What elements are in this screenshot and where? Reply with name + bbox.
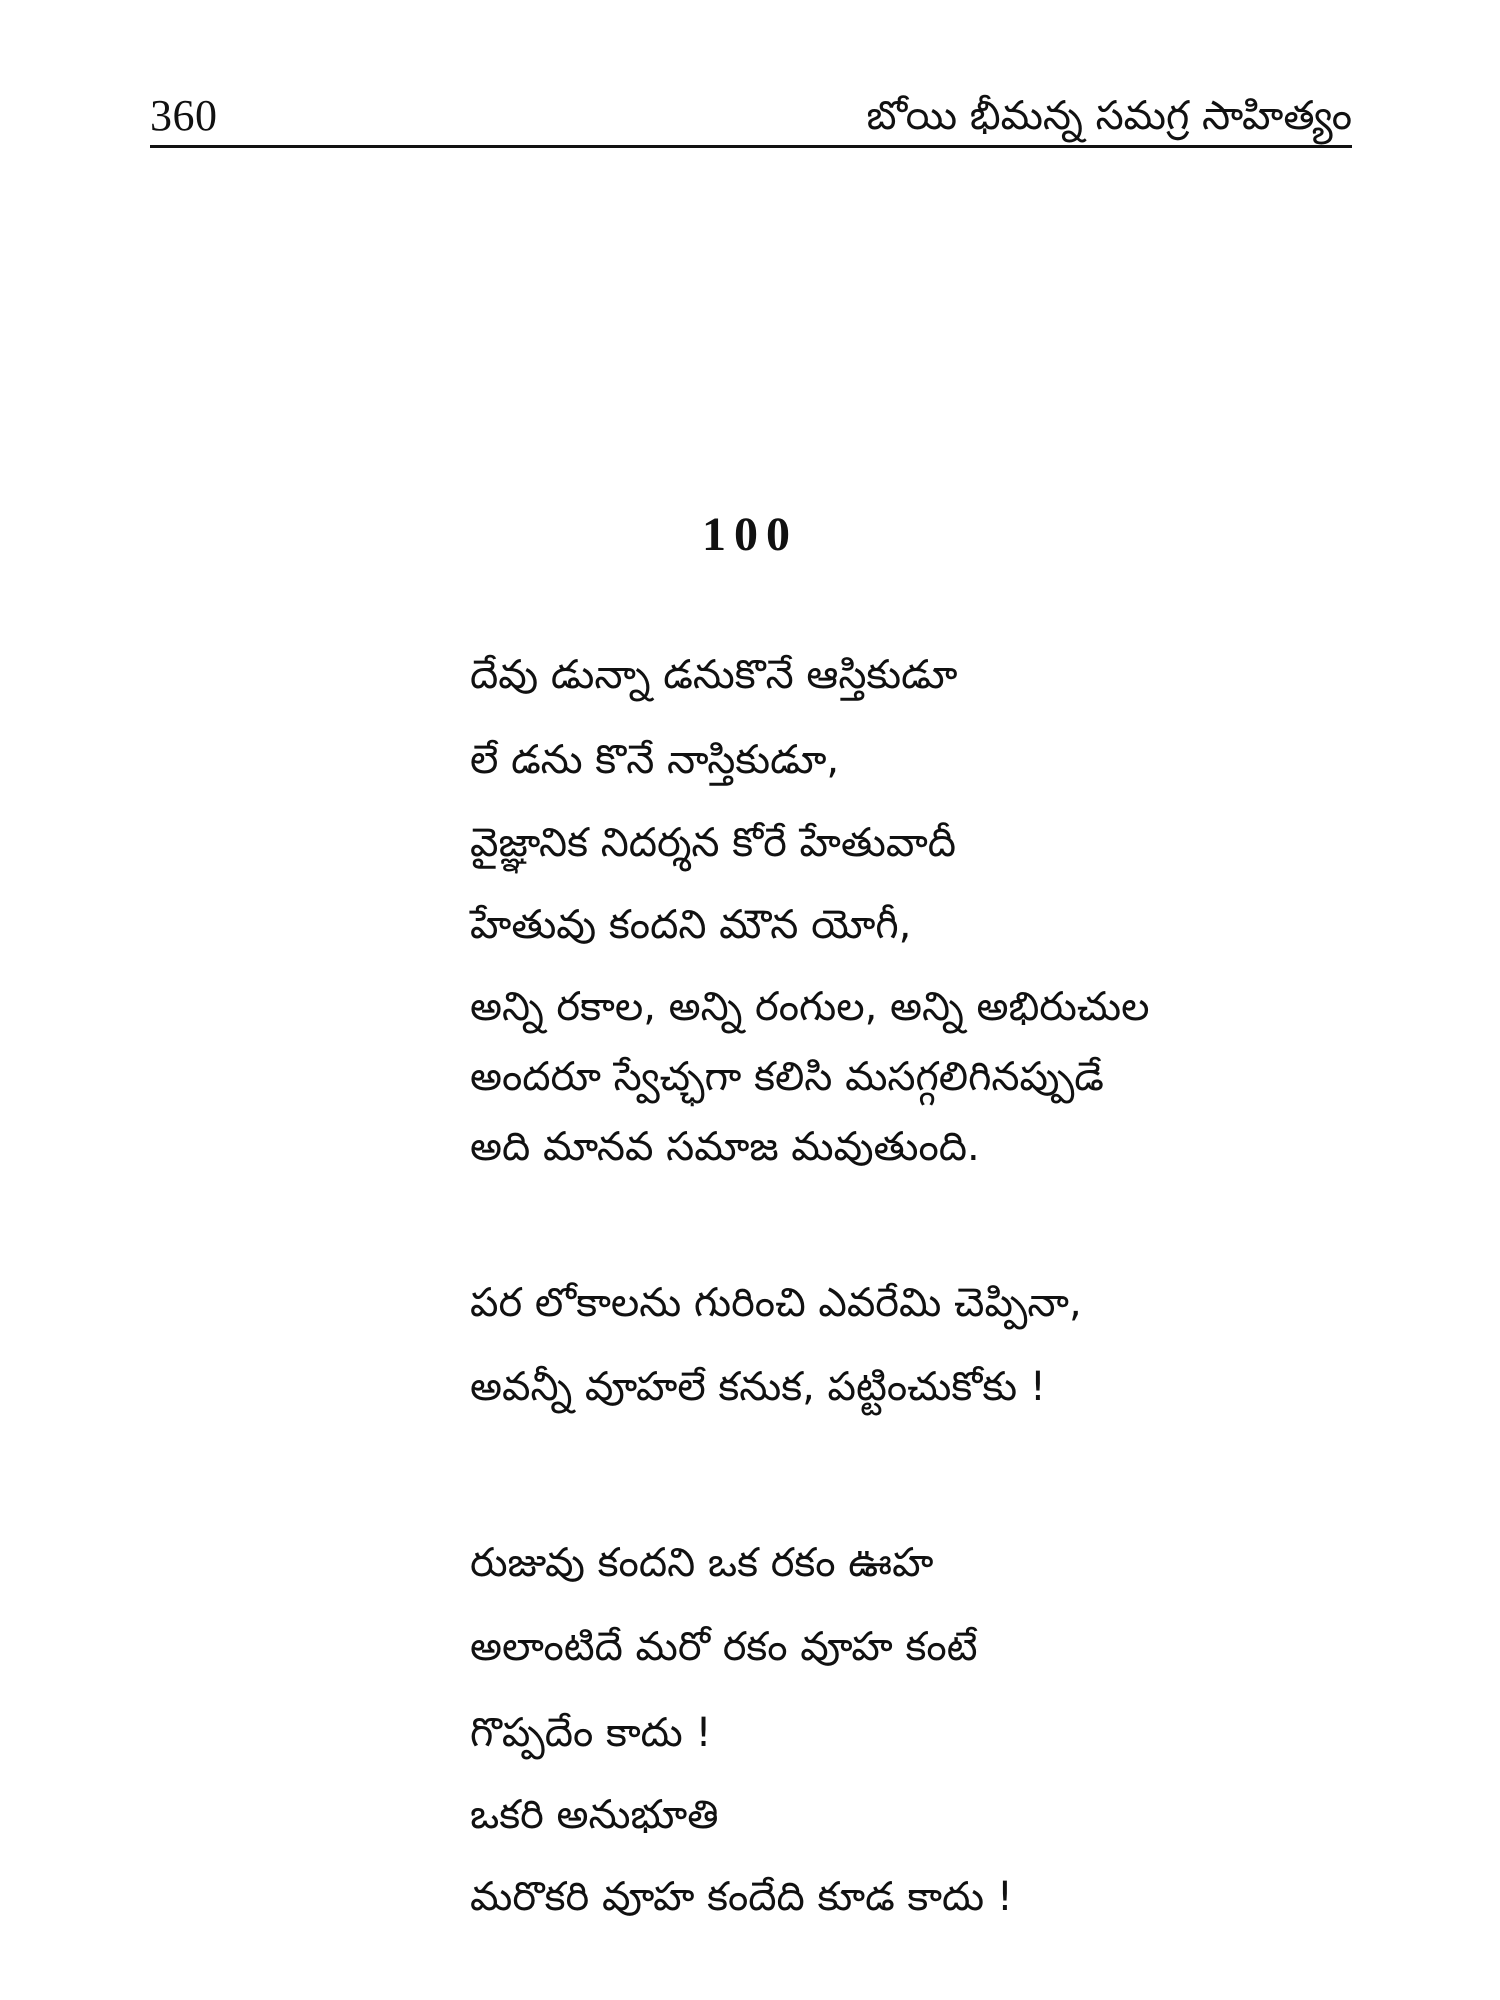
running-title: బోయి భీమన్న సమగ్ర సాహిత్యం [866,93,1352,139]
header-rule [150,145,1352,148]
poem-line: అవన్నీ వూహలే కనుక, పట్టించుకోకు ! [470,1364,1046,1410]
poem-line: రుజువు కందని ఒక రకం ఊహ [470,1540,934,1586]
page-header [150,90,1352,142]
poem-line: అది మానవ సమాజ మవుతుంది. [470,1124,980,1170]
poem-line: అందరూ స్వేచ్ఛగా కలిసి మసగ్గలిగినప్పుడే [470,1054,1104,1100]
poem-line: అన్ని రకాల, అన్ని రంగుల, అన్ని అభిరుచుల [470,984,1150,1030]
poem-line: ఒకరి అనుభూతి [470,1792,719,1838]
page-number: 360 [150,91,218,140]
poem-line: హేతువు కందని మౌన యోగీ, [470,902,912,948]
poem-line: పర లోకాలను గురించి ఎవరేమి చెప్పినా, [470,1280,1082,1326]
poem-line: దేవు డున్నా డనుకొనే ఆస్తికుడూ [470,652,958,698]
poem-line: గొప్పదేం కాదు ! [470,1710,712,1756]
poem-line: మరొకరి వూహ కందేది కూడ కాదు ! [470,1874,1013,1920]
poem-number: 100 [702,508,798,561]
poem-line: అలాంటిదే మరో రకం వూహ కంటే [470,1624,978,1670]
poem-line: లే డను కొనే నాస్తికుడూ, [470,737,840,783]
poem-line: వైజ్ఞానిక నిదర్శన కోరే హేతువాదీ [470,820,956,866]
